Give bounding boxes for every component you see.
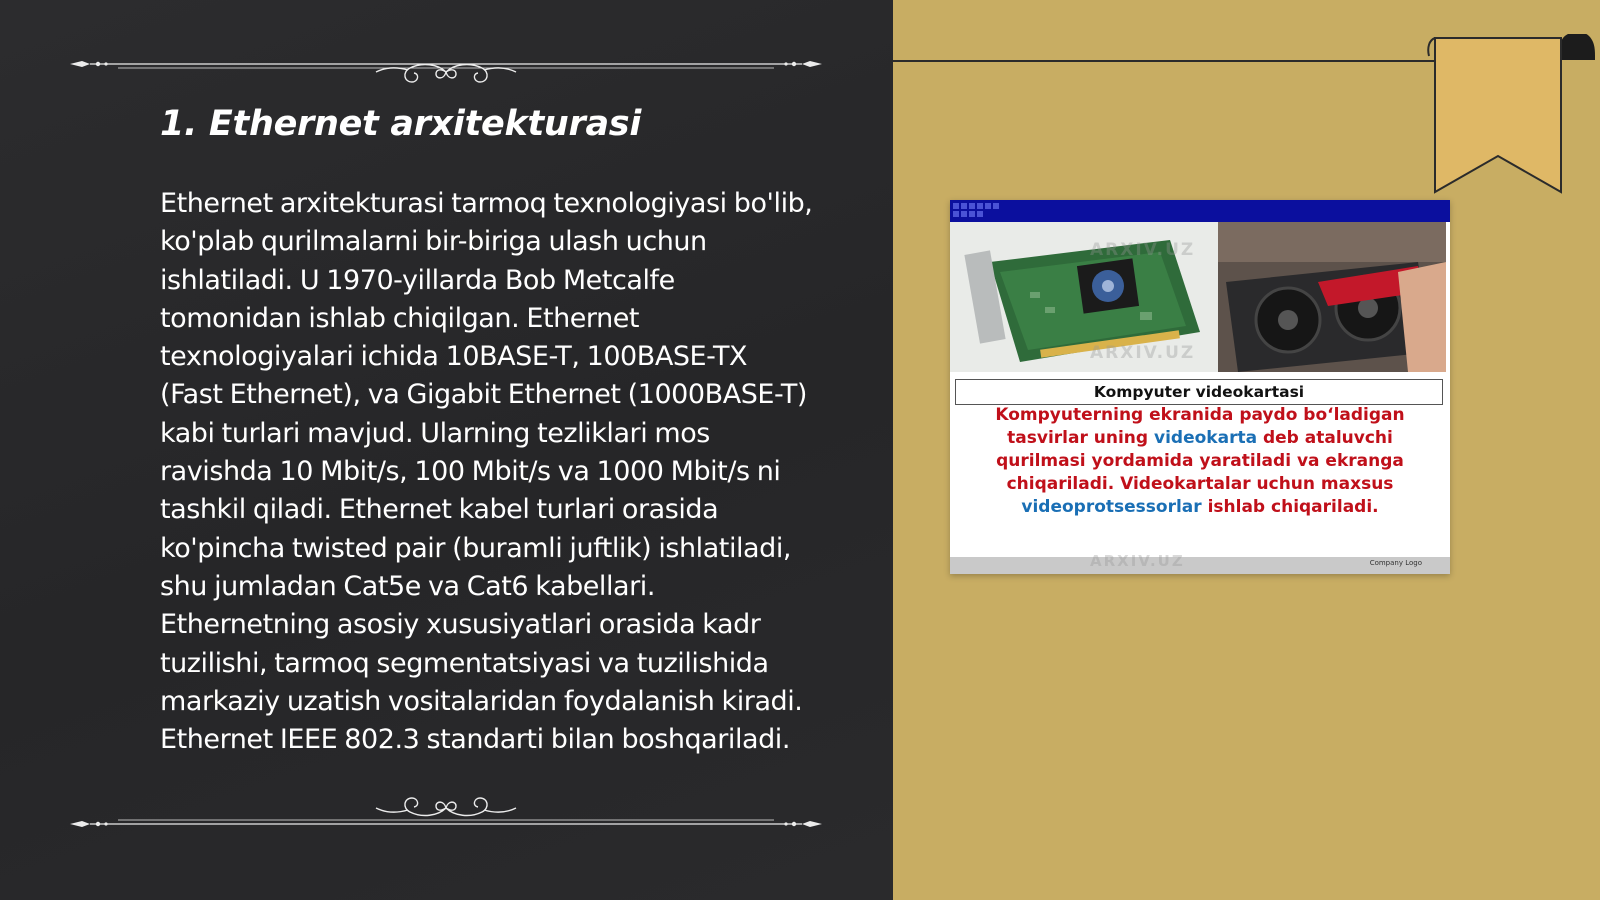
horizontal-rule	[893, 60, 1438, 62]
figure-caption: Kompyuter videokartasi	[955, 379, 1443, 405]
gaming-graphics-card-photo	[1218, 222, 1446, 372]
figure-text-part-5: ishlab chiqariladi.	[1201, 497, 1379, 517]
bottom-ornament-divider	[68, 786, 824, 834]
figure-keyword-videoprotsessorlar: videoprotsessorlar	[1021, 497, 1202, 517]
top-ornament-divider	[68, 42, 824, 90]
figure-header-squares	[953, 203, 1013, 219]
figure-header-bar	[950, 200, 1450, 222]
figure-text-part-3: deb ataluvchi qurilmasi yordamida yaratiladi va ekranga chiqariladi. Videokartalar uchun maxsus	[996, 428, 1404, 494]
slide-title: 1. Ethernet arxitekturasi	[160, 104, 642, 144]
figure-keyword-videokarta: videokarta	[1154, 428, 1258, 448]
figure-description	[962, 404, 1438, 519]
watermark-middle: ARXIV.UZ	[1090, 343, 1196, 363]
videokarta-figure	[950, 200, 1450, 574]
watermark-bottom: ARXIV.UZ	[1090, 552, 1185, 570]
bookmark-ribbon-icon	[1425, 34, 1600, 204]
slide-body-text: Ethernet arxitekturasi tarmoq texnologiyasi bo'lib, ko'plab qurilmalarni bir-biriga ulash uchun ishlatiladi. U 1970-yillarda Bob Metcalfe tomonidan ishlab chiqilgan. Ethernet texnologiyalari ichida 10BASE-T, 100BASE-TX (Fast Ethernet), va Gigabit Ethernet (1000BASE-T) kabi turlari mavjud. Ularning tezliklari mos ravishda 10 Mbit/s, 100 Mbit/s va 1000 Mbit/s ni tashkil qiladi. Ethernet kabel turlari orasida ko'pincha twisted pair (buramli juftlik) ishlatiladi, shu jumladan Cat5e va Cat6 kabellari. Ethernetning asosiy xususiyatlari orasida kadr tuzilishi, tarmoq segmentatsiyasi va tuzilishida markaziy uzatish vositalaridan foydalanish kiradi. Ethernet IEEE 802.3 standarti bilan boshqariladi.	[160, 188, 813, 756]
company-logo-text: Company Logo	[1369, 559, 1422, 567]
watermark-top: ARXIV.UZ	[1090, 240, 1196, 260]
figure-text-part-1: Kompyuterning ekranida paydo bo‘ladigan tasvirlar uning	[995, 405, 1405, 448]
